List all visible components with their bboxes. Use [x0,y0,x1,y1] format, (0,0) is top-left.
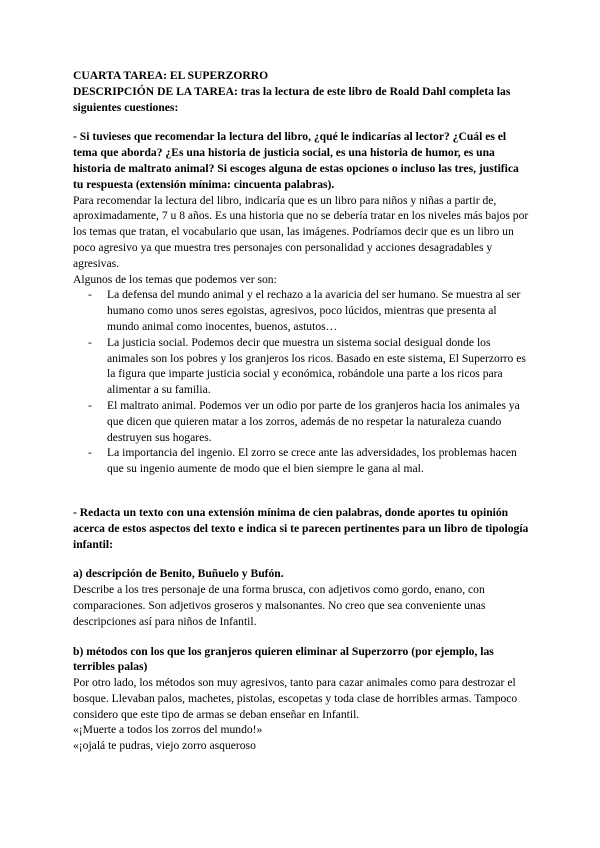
header-block [73,68,531,115]
bullet-dash: - [88,446,92,460]
list-item [73,287,531,334]
topic-text: La defensa del mundo animal y el rechazo a la avaricia del ser humano. Se muestra al ser humano como unos seres egoistas, agresivos, poco lúcidos, mientras que presenta al mundo animal como inocentes, buenos, astutos… [107,288,521,333]
quote-1: «¡Muerte a todos los zorros del mundo!» [73,723,263,737]
task-description: DESCRIPCIÓN DE LA TAREA: tras la lectura de este libro de Roald Dahl completa las siguientes cuestiones: [73,84,511,114]
bullet-dash: - [88,335,92,349]
subquestion-a-heading: a) descripción de Benito, Buñuelo y Bufón. [73,567,284,581]
question-1: - Si tuvieses que recomendar la lectura del libro, ¿qué le indicarías al lector? ¿Cuál es el tema que aborda? ¿Es una historia de justicia social, es una historia de humor, es una historia de maltrato animal? Si escoges alguna de estas opciones o incluso las tres, justifica tu respuesta (extensión mínima: cincuenta palabras). [73,130,519,191]
bullet-dash: - [88,398,92,412]
bullet-dash: - [88,288,92,302]
question-2-section [73,505,531,754]
topics-intro: Algunos de los temas que podemos ver son: [73,272,277,286]
subquestion-a-answer: Describe a los tres personaje de una forma brusca, con adjetivos como gordo, enano, con comparaciones. Son adjetivos groseros y malsonantes. No creo que sea conveniente unas descripciones así para niños de Infantil. [73,583,486,628]
topic-text: La importancia del ingenio. El zorro se crece ante las adversidades, los problemas hacen que su ingenio aumente de modo que el bien siempre le gana al mal. [107,446,517,476]
document-page [73,68,531,754]
list-item [73,398,531,445]
quote-2: «¡ojalá te pudras, viejo zorro asqueroso [73,739,256,753]
document-title: CUARTA TAREA: EL SUPERZORRO [73,69,269,82]
question-1-section [73,129,531,477]
topic-text: La justicia social. Podemos decir que muestra un sistema social desigual donde los animales son los pobres y los granjeros los ricos. Basado en este sistema, El Superzorro es la figura que imparte justicia social y económica, robándole una parte a los ricos para alimentar a su familia. [107,335,526,397]
answer-1-paragraph: Para recomendar la lectura del libro, indicaría que es un libro para niños y niñas a partir de, aproximadamente, 7 u 8 años. Es una historia que no se debería tratar en los niveles más bajos por los temas que tratan, el vocabulario que usan, las imágenes. Podríamos decir que es un libro un poco agresivo ya que muestra tres personajes con personalidad y acciones desagradables y agresivas. [73,193,529,270]
list-item [73,445,531,477]
list-item [73,335,531,398]
subquestion-b-answer: Por otro lado, los métodos son muy agresivos, tanto para cazar animales como para destrozar el bosque. Llevaban palos, machetes, pistolas, escopetas y toda clase de horribles armas. Tampoco considero que este tipo de armas se deban enseñar en Infantil. [73,676,518,721]
spacer [73,630,531,644]
spacer [73,552,531,566]
subquestion-b-heading: b) métodos con los que los granjeros quieren eliminar al Superzorro (por ejemplo, las terribles palas) [73,644,494,674]
spacer [73,477,531,505]
topics-list [73,287,531,477]
topic-text: El maltrato animal. Podemos ver un odio por parte de los granjeros hacia los animales ya que dicen que quieren matar a los zorros, además de no respetar la naturaleza cuando destruyen sus hogares. [107,398,520,444]
question-2: - Redacta un texto con una extensión mínima de cien palabras, donde aportes tu opinión acerca de estos aspectos del texto e indica si te parecen pertinentes para un libro de tipología infantil: [73,505,529,551]
